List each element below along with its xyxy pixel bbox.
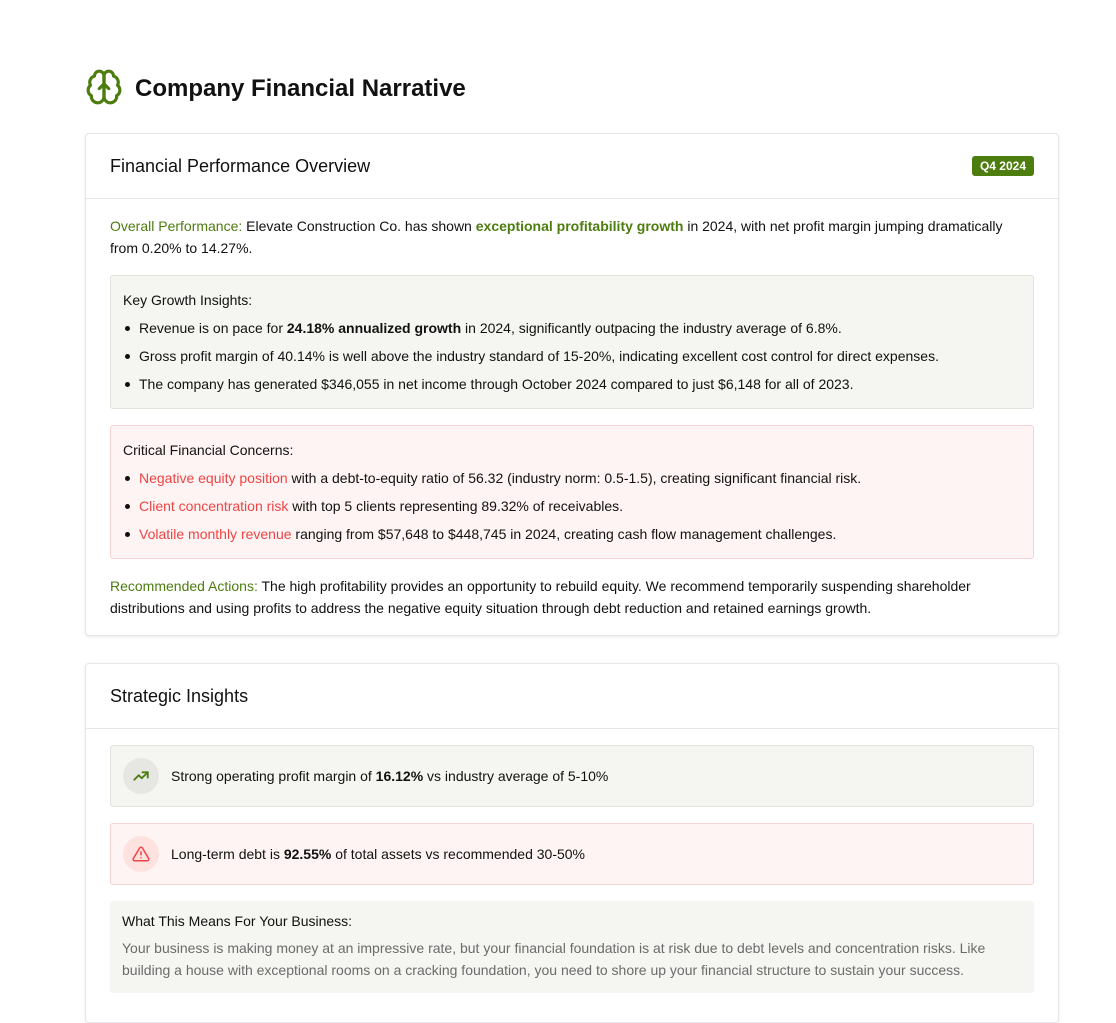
growth-insights-box xyxy=(110,275,1034,409)
list-item: The company has generated $346,055 in net income through October 2024 compared to just $6,148 for all of 2023. xyxy=(123,370,1021,398)
concerns-box xyxy=(110,425,1034,559)
financial-overview-card xyxy=(85,133,1059,636)
card-title: Financial Performance Overview xyxy=(110,155,371,176)
overall-label: Overall Performance: xyxy=(110,218,243,234)
box-title: Critical Financial Concerns: xyxy=(123,442,294,458)
list-item: Revenue is on pace for 24.18% annualized growth in 2024, significantly outpacing the industry average of 6.8%. xyxy=(123,314,1021,342)
list-item: Client concentration risk with top 5 clients representing 89.32% of receivables. xyxy=(123,492,1021,520)
what-this-means-box xyxy=(110,901,1034,993)
list-item: Gross profit margin of 40.14% is well above the industry standard of 15-20%, indicating excellent cost control for direct expenses. xyxy=(123,342,1021,370)
brain-icon xyxy=(85,68,123,109)
means-text: Your business is making money at an impressive rate, but your financial foundation is at risk due to debt levels and concentration risks. Like building a house with exceptional rooms on a cracking foundation, you need to shore up your financial structure to sustain your success. xyxy=(122,940,986,978)
trending-up-icon xyxy=(123,758,159,794)
warning-icon xyxy=(123,836,159,872)
page-header xyxy=(85,68,466,109)
list-item: Negative equity position with a debt-to-equity ratio of 56.32 (industry norm: 0.5-1.5), creating significant financial risk. xyxy=(123,464,1021,492)
box-title: Key Growth Insights: xyxy=(123,292,253,308)
text: Elevate Construction Co. has shown xyxy=(242,218,476,234)
actions-label: Recommended Actions: xyxy=(110,578,258,594)
overall-performance xyxy=(110,215,1034,259)
page-title: Company Financial Narrative xyxy=(135,74,466,102)
period-badge: Q4 2024 xyxy=(972,156,1034,176)
strategic-insights-card xyxy=(85,663,1059,1023)
highlight: exceptional profitability growth xyxy=(475,218,684,234)
recommended-actions: Recommended Actions: The high profitability provides an opportunity to rebuild equity. We recommend temporarily suspending shareholder distributions and using profits to address the negative equity situation through debt reduction and retained earnings growth. xyxy=(110,578,971,616)
insight-item: Long-term debt is 92.55% of total assets vs recommended 30-50% xyxy=(110,823,1034,885)
insight-item: Strong operating profit margin of 16.12% vs industry average of 5-10% xyxy=(110,745,1034,807)
box-title: What This Means For Your Business: xyxy=(122,913,353,929)
card-title: Strategic Insights xyxy=(110,685,249,706)
text: in 2024, with net profit margin jumping dramatically from 0.20% to 14.27%. xyxy=(110,218,1003,256)
list-item: Volatile monthly revenue ranging from $57,648 to $448,745 in 2024, creating cash flow management challenges. xyxy=(123,520,1021,548)
